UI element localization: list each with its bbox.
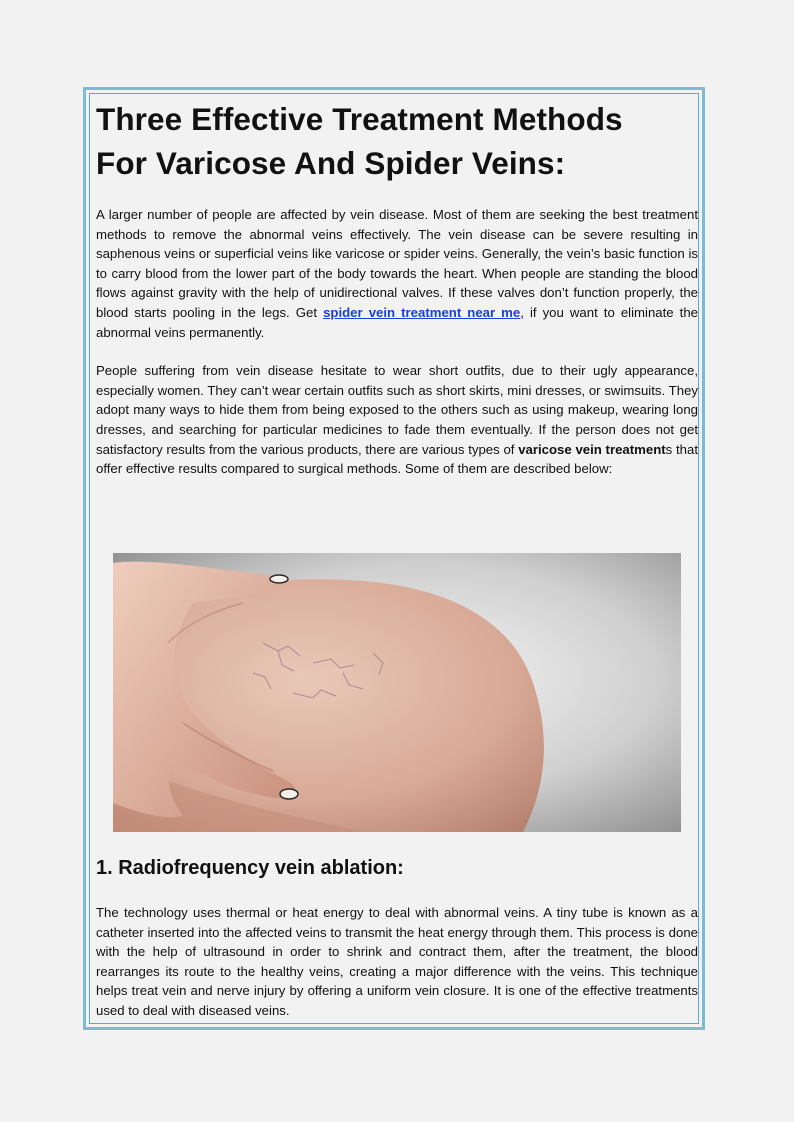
- title-line-1: Three Effective Treatment Methods: [96, 101, 623, 137]
- leg-with-spider-veins-photo: [113, 553, 681, 832]
- intro-paragraph: [96, 205, 698, 342]
- second-paragraph: [96, 361, 698, 479]
- section-heading-radiofrequency: 1. Radiofrequency vein ablation:: [96, 857, 404, 879]
- article-title: [96, 97, 698, 185]
- intro-text-before-link: A larger number of people are affected by vein disease. Most of them are seeking the best treatment methods to remove the abnormal veins effectively. The vein disease can be severe resulting in saphenous veins or superficial veins like varicose or spider veins. Generally, the vein’s basic function is to carry blood from the lower part of the body towards the heart. When people are standing the blood flows against gravity with the help of unidirectional valves. If these valves don’t function properly, the blood starts pooling in the legs. Get: [96, 207, 698, 320]
- radiofrequency-paragraph: The technology uses thermal or heat energy to deal with abnormal veins. A tiny tube is known as a catheter inserted into the affected veins to transmit the heat energy through them. This process is done with the help of ultrasound in order to shrink and contract them, after the treatment, the blood rearranges its route to the healthy veins, creating a major difference with the veins. This technique helps treat vein and nerve injury by offering a uniform vein closure. It is one of the effective treatments used to deal with diseased veins.: [96, 905, 698, 1018]
- second-text-before-bold: People suffering from vein disease hesitate to wear short outfits, due to their ugly appearance, especially women. They can’t wear certain outfits such as short skirts, mini dresses, or swimsuits. They adopt many ways to hide them from being exposed to the others such as using makeup, wearing long dresses, and searching for particular medicines to fade them eventually. If the person does not get satisfactory results from the various products, there are various types of: [96, 363, 698, 457]
- intro-text-after-link: , if you want to eliminate the abnormal veins permanently.: [96, 304, 698, 340]
- article-content: [96, 97, 698, 479]
- title-line-2: For Varicose And Spider Veins:: [96, 145, 566, 181]
- varicose-vein-treatment-bold: varicose vein treatment: [518, 441, 666, 457]
- second-text-after-bold: s that offer effective results compared to surgical methods. Some of them are described below:: [96, 441, 698, 477]
- spider-vein-treatment-link[interactable]: spider vein treatment near me: [323, 304, 521, 320]
